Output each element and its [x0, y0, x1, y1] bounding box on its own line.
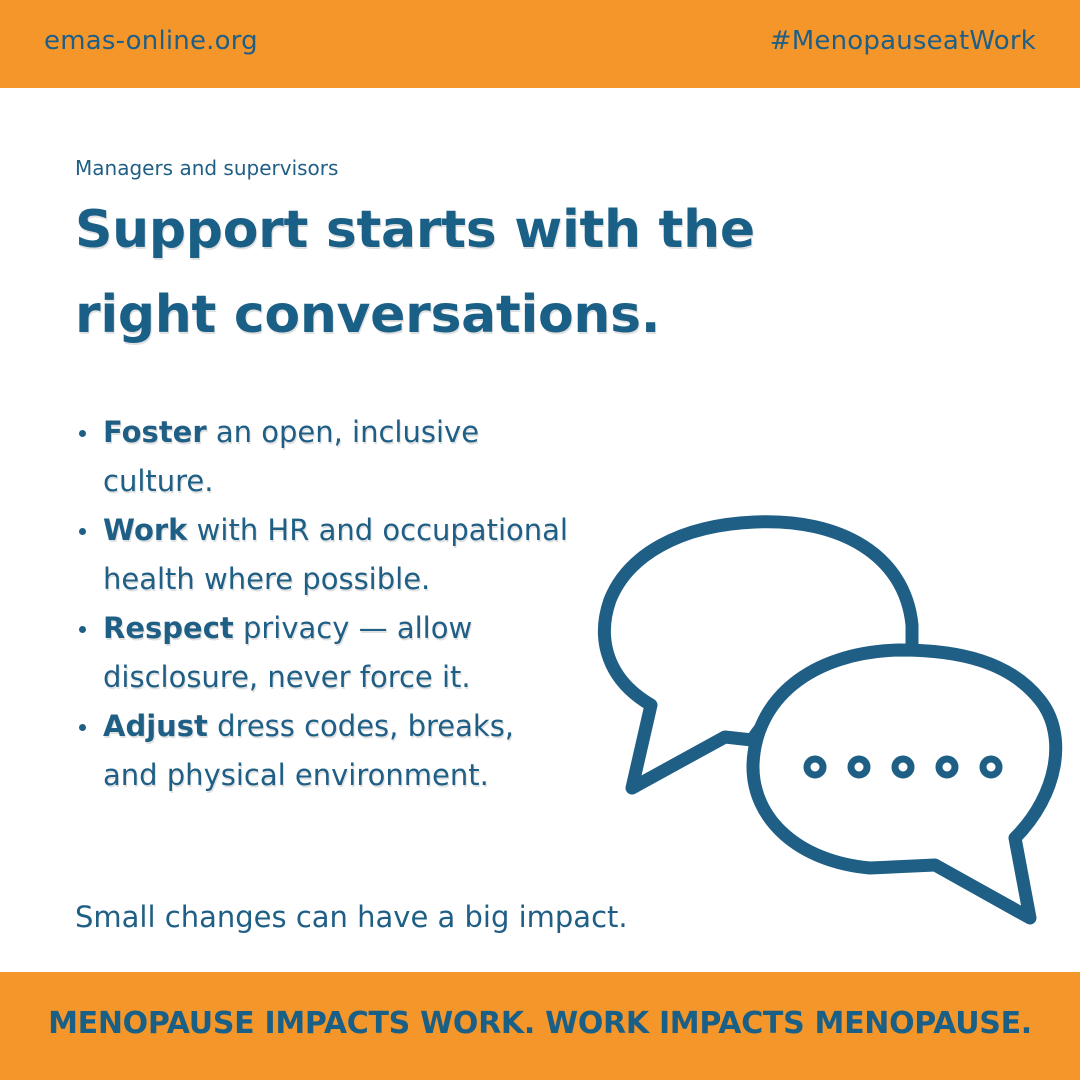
list-item [75, 408, 575, 506]
top-banner [0, 0, 1080, 88]
tagline: Small changes can have a big impact. [75, 900, 628, 934]
bullet-icon [79, 724, 86, 731]
list-item [75, 506, 575, 604]
front-speech-bubble-icon [753, 650, 1056, 918]
bullet-icon [79, 626, 86, 633]
bottom-banner [0, 972, 1080, 1080]
bullet-keyword: Adjust [103, 709, 208, 743]
bullet-icon [79, 430, 86, 437]
bullet-text: an open, inclusive culture. [103, 415, 480, 498]
bullet-text: with HR and occupational health where possible. [103, 513, 568, 596]
page-title: Support starts with the right conversations. [75, 200, 755, 345]
website-link[interactable]: emas-online.org [44, 26, 258, 56]
hashtag-label: #MenopauseatWork [769, 26, 1036, 56]
bullet-icon [79, 528, 86, 535]
bullet-keyword: Respect [103, 611, 234, 645]
bullet-text: dress codes, breaks, and physical environment. [103, 709, 515, 792]
bullet-keyword: Foster [103, 415, 207, 449]
bullet-keyword: Work [103, 513, 188, 547]
list-item [75, 604, 575, 702]
tips-list [75, 408, 575, 800]
speech-bubbles-icon [590, 505, 1070, 935]
audience-label: Managers and supervisors [75, 156, 339, 180]
bullet-text: privacy — allow disclosure, never force it. [103, 611, 473, 694]
list-item [75, 702, 575, 800]
campaign-slogan: MENOPAUSE IMPACTS WORK. WORK IMPACTS MENOPAUSE. [48, 1006, 1032, 1041]
